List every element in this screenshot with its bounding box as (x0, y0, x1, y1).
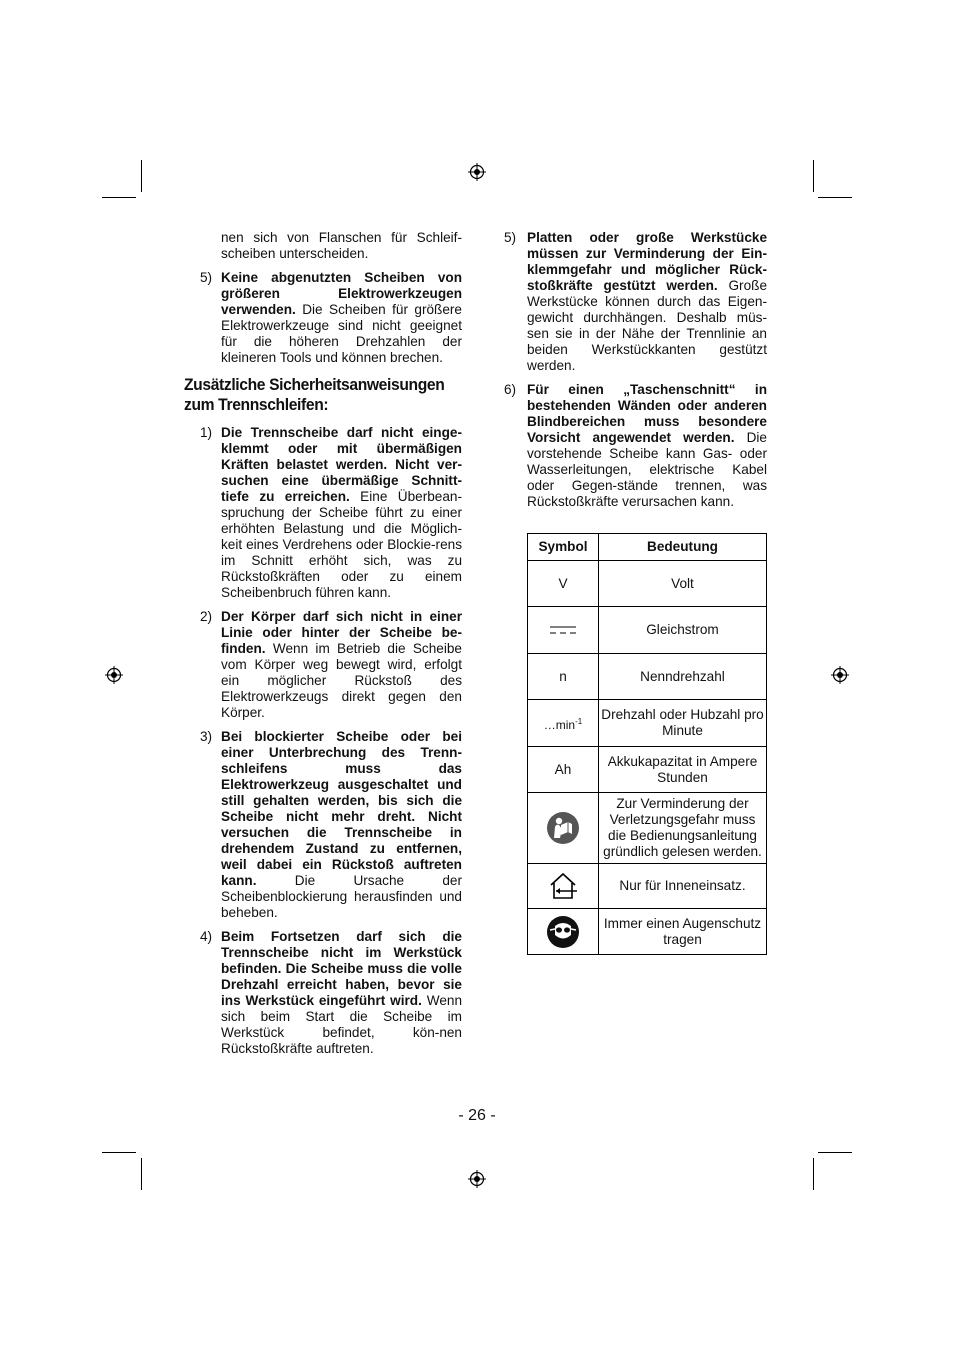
table-row (528, 909, 767, 955)
item-text: Eine Überbean-spruchung der Scheibe führt zu einer erhöhten Belastung und die Möglich-keit eines Verdrehens oder Blockie-rens im Schnitt erhöht sich, was zu Rückstoßkräften oder zu einem Scheibenbruch führen kann. (221, 489, 462, 600)
symbol-superscript: -1 (575, 716, 583, 726)
item-bold-text: Für einen „Taschenschnitt“ in bestehenden Wänden oder anderen Blindbereichen muss besondere Vorsicht angewendet werden. (527, 382, 767, 445)
symbol-cell (528, 909, 599, 955)
symbol-cell (528, 793, 599, 864)
crop-mark (818, 197, 852, 198)
item-text: Die vorstehende Scheibe kann Gas- oder Wasserleitungen, elektrische Kabel oder Gegen-stände trennen, was Rückstoßkräfte verursachen kann. (527, 430, 767, 509)
meaning-cell: Nenndrehzahl (599, 654, 767, 700)
symbol-cell: V (528, 561, 599, 607)
meaning-cell: Nur für Inneneinsatz. (599, 864, 767, 909)
item-bold-text: Der Körper darf sich nicht in einer Linie oder hinter der Scheibe be-finden. (221, 609, 462, 656)
item-bold-text: Keine abgenutzten Scheiben von größeren Elektrowerkzeugen verwenden. (221, 270, 462, 317)
item-number: 5) (504, 230, 517, 245)
meaning-cell: Volt (599, 561, 767, 607)
heading-line: Zusätzliche Sicherheitsanweisungen (184, 375, 445, 394)
item-text: Die Ursache der Scheibenblockierung herausfinden und beheben. (221, 873, 462, 920)
item-number: 4) (200, 929, 213, 944)
crop-mark (141, 160, 142, 192)
list-item (184, 425, 462, 601)
list-item (504, 230, 767, 374)
meaning-cell: Drehzahl oder Hubzahl pro Minute (599, 700, 767, 747)
registration-mark-icon (831, 666, 849, 684)
table-row (528, 747, 767, 793)
list-item (184, 609, 462, 721)
meaning-cell: Akkukapazitat in Ampere Stunden (599, 747, 767, 793)
column-header-symbol: Symbol (528, 534, 599, 561)
table-row (528, 607, 767, 654)
column-header-meaning: Bedeutung (599, 534, 767, 561)
item-number: 1) (200, 425, 213, 440)
symbol-table (527, 533, 767, 955)
symbol-cell: n (528, 654, 599, 700)
symbol-cell (528, 864, 599, 909)
item-bold-text: Die Trennscheibe darf nicht einge-klemmt oder mit übermäßigen Kräften belastet werden. Nicht ver-suchen eine übermäßige Schnitt-tiefe zu erreichen. (221, 425, 462, 504)
symbol-cell (528, 607, 599, 654)
indoor-use-icon (547, 872, 579, 900)
table-row (528, 654, 767, 700)
crop-mark (813, 1158, 814, 1190)
table-row (528, 561, 767, 607)
table-row (528, 700, 767, 747)
item-bold-text: Platten oder große Werkstücke müssen zur Verminderung der Ein-klemmgefahr und möglicher Rück-stoßkräfte gestützt werden. (527, 230, 767, 293)
intro-text: nen sich von Flanschen für Schleif-scheiben unterscheiden. (221, 230, 462, 261)
heading-line: zum Trennschleifen: (184, 395, 329, 414)
crop-mark (102, 197, 136, 198)
meaning-cell: Immer einen Augenschutz tragen (599, 909, 767, 955)
registration-mark-icon (468, 163, 486, 181)
crop-mark (141, 1158, 142, 1190)
crop-mark (818, 1152, 852, 1153)
crop-mark (102, 1152, 136, 1153)
right-column (504, 230, 767, 510)
section-heading (184, 375, 462, 415)
list-item (184, 929, 462, 1057)
registration-mark-icon (105, 666, 123, 684)
item-text: Wenn im Betrieb die Scheibe vom Körper weg bewegt wird, erfolgt ein möglicher Rückstoß des Elektrowerkzeugs direkt gegen den Körper. (221, 641, 462, 720)
meaning-cell: Zur Verminderung der Verletzungsgefahr muss die Bedienungsanleitung gründlich gelesen werden. (599, 793, 767, 864)
list-item (184, 270, 462, 366)
item-bold-text: Bei blockierter Scheibe oder bei einer Unterbrechung des Trenn-schleifens muss das Elektrowerkzeug ausgeschaltet und still gehalten werden, bis sich die Scheibe nicht mehr dreht. Nicht versuchen die Trennscheibe in drehendem Zustand zu entfernen, weil dabei ein Rückstoß auftreten kann. (221, 729, 462, 888)
table-row (528, 864, 767, 909)
item-number: 5) (200, 270, 213, 285)
list-item (184, 729, 462, 921)
registration-mark-icon (468, 1170, 486, 1188)
symbol-cell: Ah (528, 747, 599, 793)
direct-current-icon (549, 625, 577, 635)
crop-mark (813, 160, 814, 192)
read-manual-icon (546, 811, 580, 845)
item-number: 6) (504, 382, 517, 397)
list-item (504, 382, 767, 510)
page-number: - 26 - (458, 1107, 496, 1124)
item-text: Die Scheiben für größere Elektrowerkzeuge sind nicht geeignet für die höheren Drehzahlen der kleineren Tools und können brechen. (221, 302, 462, 365)
item-number: 2) (200, 609, 213, 624)
item-text: Wenn sich beim Start die Scheibe im Werkstück befindet, kön-nen Rückstoßkräfte auftreten. (221, 993, 463, 1056)
item-number: 3) (200, 729, 213, 744)
symbol-cell (528, 700, 599, 747)
meaning-cell: Gleichstrom (599, 607, 767, 654)
left-column (184, 230, 462, 1057)
symbol-text: …min (543, 717, 576, 732)
item-text: Große Werkstücke können durch das Eigen-gewicht durchhängen. Deshalb müs-sen sie in der Nähe der Trennlinie an beiden Werkstückkanten gestützt werden. (527, 278, 767, 373)
table-header-row (528, 534, 767, 561)
item-bold-text: Beim Fortsetzen darf sich die Trennscheibe nicht im Werkstück befinden. Die Scheibe muss die volle Drehzahl erreicht haben, bevor sie ins Werkstück eingeführt wird. (221, 929, 462, 1008)
table-row (528, 793, 767, 864)
eye-protection-icon (546, 915, 580, 949)
